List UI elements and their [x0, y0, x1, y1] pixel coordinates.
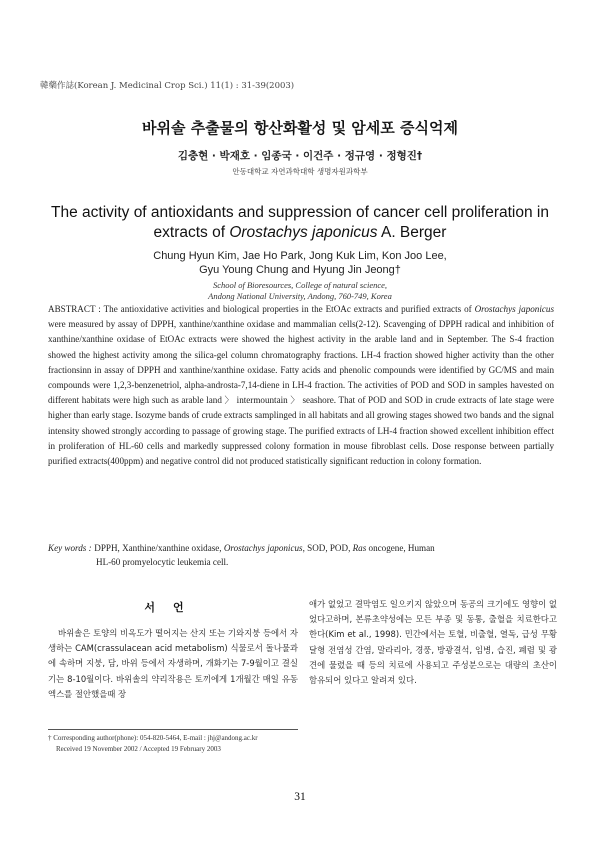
abstract-text-1: The antioxidative activities and biological properties in the EtOAc extracts and purified extracts of [103, 304, 475, 314]
body-column-left [48, 626, 298, 702]
body-paragraph: 애가 없었고 결막염도 일으키지 않았으며 동공의 크기에도 영향이 없었다고하며, 본류초약성에는 모든 부종 및 동통, 출혈을 치료한다고 한다(Kim et al., 1998). 민간에서는 토혈, 비출혈, 열독, 급성 무황달형 전염성 간염, 말라리아, 경풍, 방광결석, 임병, 습진, 폐렴 및 광견에 물렸을 때 등의 치료에 사용되고 주성분으로는 대량의 초산이 함유되어 있다고 알려져 있다. [309, 599, 557, 686]
section-heading-introduction: 서언 [144, 601, 202, 614]
keywords [48, 541, 554, 569]
abstract-text-2: were measured by assay of DPPH, xanthine/xanthine oxidase and mammalian cells(2-12). Scavenging of DPPH radical and inhibition of xanthine/xanthine oxidase of EtOAc extracts were showed the highest activity in the arable land and in September. The S-4 fraction showed the highest activity among the silica-gel column chromatography fractions. LH-4 fraction showed higher activity than the other fractionsinn in assay of DPPH and xanthine/xanthine oxidase. Fatty acids and phenolic compounds were identified by GC/MS and main compounds were 1,2,3-benzenetriol, alpha-androsta-7,14-diene in LH-4 fraction. The activities of POD and SOD in samples havested on different habitats were high such as arable land 〉 intermountain 〉 seashore. That of POD and SOD in crude extracts of late stage were higher than early stage. Isozyme bands of crude extracts samplinged in all habitats and all growing stages showed two bands and the signal intensity showed strongly according to passage of growing stage. The purified extracts of LH-4 fraction showed excellent inhibition effect in proliferation of HL-60 cells and markedly suppressed colony formation in mouse fibroblast cells. Dose response between partially purified extracts(400ppm) and negative control did not produced statistically significant reduction in colony formation. [48, 319, 554, 467]
english-authors [60, 249, 540, 277]
korean-title: 바위솔 추출물의 항산화활성 및 암세포 증식억제 [142, 119, 458, 137]
body-paragraph: 바위솔은 토양의 비옥도가 떨어지는 산지 또는 기와지붕 등에서 자생하는 CAM(crassulacean acid metabolism) 식물로서 돌나물과에 속하며 지붕, 담, 바위 등에서 자생하며, 개화기는 7-9월이고 결실기는 8-10월이다. 바위솔의 약리작용은 토끼에게 1개월간 매일 유동 엑스를 절안했을때 장 [48, 628, 298, 699]
keywords-label: Key words : [48, 543, 92, 553]
footnote-received: Received 19 November 2002 / Accepted 19 February 2003 [56, 745, 221, 753]
footnote-corresponding: † Corresponding author(phone): 054-820-5464, E-mail : jhj@andong.ac.kr [48, 734, 258, 742]
english-title-pre: The activity of antioxidants and suppression of cancer cell proliferation in extracts of [51, 204, 549, 241]
keywords-text-1: DPPH, Xanthine/xanthine oxidase, [94, 543, 224, 553]
korean-authors: 김충현 · 박재호 · 임종국 · 이건주 · 정규영 · 정형진† [177, 150, 423, 162]
footnote-divider [48, 729, 298, 730]
korean-affiliation: 안동대학교 자연과학대학 생명자원과학부 [232, 167, 368, 176]
english-title-post: A. Berger [377, 224, 447, 241]
keywords-species: Orostachys japonicus [223, 543, 303, 553]
keywords-line2: HL-60 promyelocytic leukemia cell. [96, 557, 229, 567]
keywords-ras: Ras [352, 543, 367, 553]
keywords-line1 [94, 543, 434, 553]
journal-citation: 韓藥作誌(Korean J. Medicinal Crop Sci.) 11(1) : 31-39(2003) [40, 81, 295, 91]
abstract-species: Orostachys japonicus [474, 304, 554, 314]
english-authors-line1: Chung Hyun Kim, Jae Ho Park, Jong Kuk Lim, Kon Joo Lee, [153, 250, 447, 262]
footnote [48, 733, 348, 755]
english-affiliation-line2: Andong National University, Andong, 760-749, Korea [208, 291, 392, 301]
body-column-right [309, 597, 557, 688]
english-affiliation [60, 280, 540, 302]
keywords-text-3: oncogene, Human [366, 543, 435, 553]
keywords-text-2: , SOD, POD, [302, 543, 353, 553]
page-number: 31 [294, 791, 306, 803]
abstract [48, 302, 554, 469]
english-title [30, 203, 570, 243]
english-authors-line2: Gyu Young Chung and Hyung Jin Jeong† [199, 264, 401, 276]
abstract-label: ABSTRACT : [48, 304, 104, 314]
english-affiliation-line1: School of Bioresources, College of natural science, [212, 280, 388, 290]
english-title-species: Orostachys japonicus [229, 224, 378, 241]
